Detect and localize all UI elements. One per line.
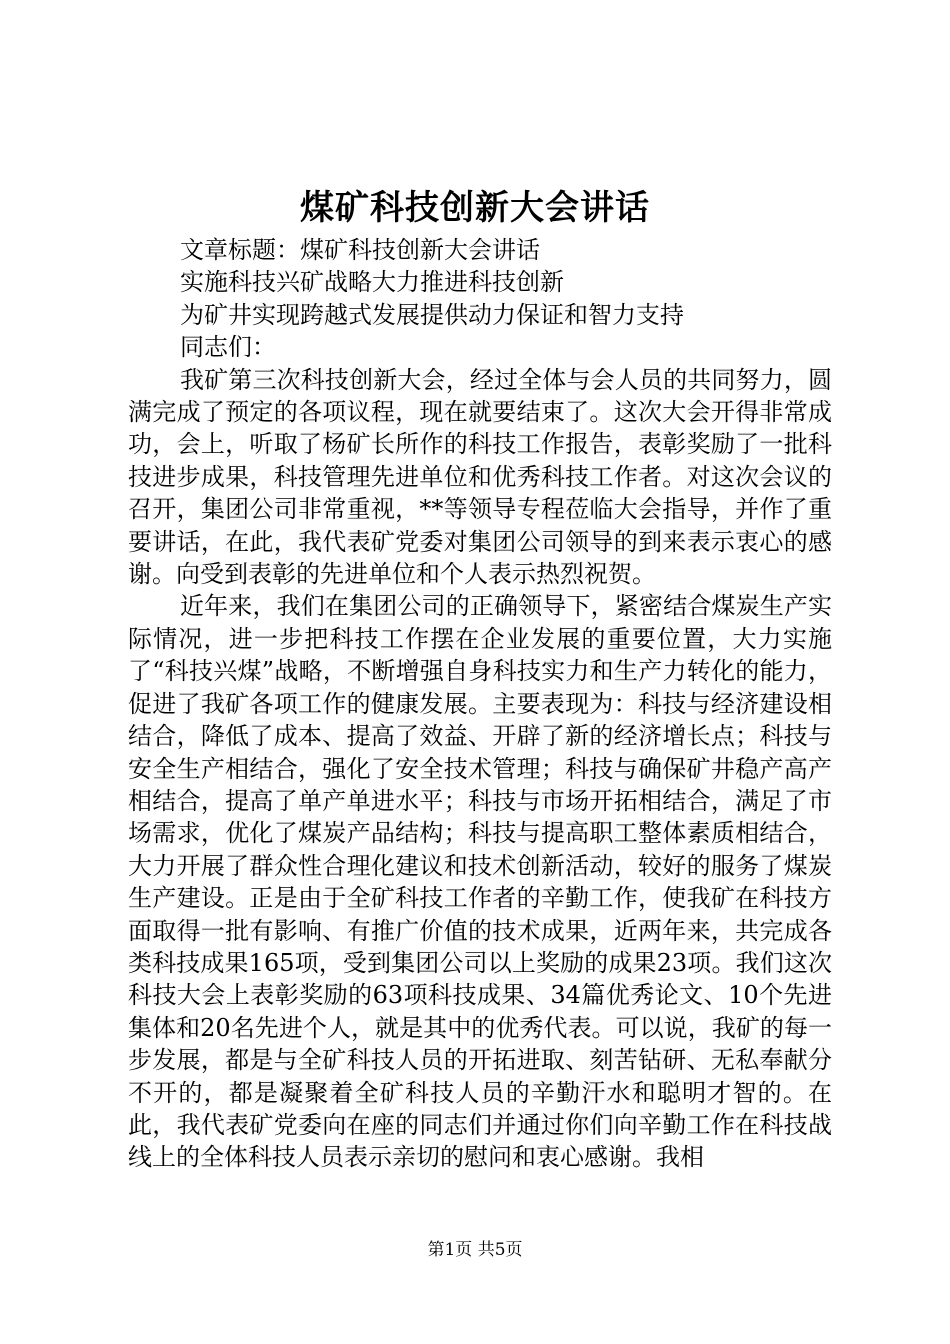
document-title: 煤矿科技创新大会讲话 <box>300 188 650 228</box>
paragraph-1: 我矿第三次科技创新大会，经过全体与会人员的共同努力，圆满完成了预定的各项议程，现在就要结束了。这次大会开得非常成功，会上，听取了杨矿长所作的科技工作报告，表彰奖励了一批科技进步成果，科技管理先进单位和优秀科技工作者。对这次会议的召开，集团公司非常重视，**等领导专程莅临大会指导，并作了重要讲话，在此，我代表矿党委对集团公司领导的到来表示衷心的感谢。向受到表彰的先进单位和个人表示热烈祝贺。 <box>128 365 832 589</box>
article-title-line: 文章标题：煤矿科技创新大会讲话 <box>180 236 540 264</box>
subheadline-line: 为矿井实现跨越式发展提供动力保证和智力支持 <box>180 300 684 329</box>
paragraph-2: 近年来，我们在集团公司的正确领导下，紧密结合煤炭生产实际情况，进一步把科技工作摆在企业发展的重要位置，大力实施了“科技兴煤”战略，不断增强自身科技实力和生产力转化的能力，促进了我矿各项工作的健康发展。主要表现为：科技与经济建设相结合，降低了成本、提高了效益、开辟了新的经济增长点；科技与安全生产相结合，强化了安全技术管理；科技与确保矿井稳产高产相结合，提高了单产单进水平；科技与市场开拓相结合，满足了市场需求，优化了煤炭产品结构；科技与提高职工整体素质相结合，大力开展了群众性合理化建议和技术创新活动，较好的服务了煤炭生产建设。正是由于全矿科技工作者的辛勤工作，使我矿在科技方面取得一批有影响、有推广价值的技术成果，近两年来，共完成各类科技成果165项，受到集团公司以上奖励的成果23项。我们这次科技大会上表彰奖励的63项科技成果、34篇优秀论文、10个先进集体和20名先进个人，就是其中的优秀代表。可以说，我矿的每一步发展，都是与全矿科技人员的开拓进取、刻苦钻研、无私奉献分不开的，都是凝聚着全矿科技人员的辛勤汗水和聪明才智的。在此，我代表矿党委向在座的同志们并通过你们向辛勤工作在科技战线上的全体科技人员表示亲切的慰问和衷心感谢。我相 <box>128 592 832 1172</box>
document-body <box>128 234 832 1174</box>
page-number-footer: 第1页 共5页 <box>427 1240 523 1260</box>
headline-line: 实施科技兴矿战略大力推进科技创新 <box>180 268 564 297</box>
salutation: 同志们： <box>180 333 276 362</box>
